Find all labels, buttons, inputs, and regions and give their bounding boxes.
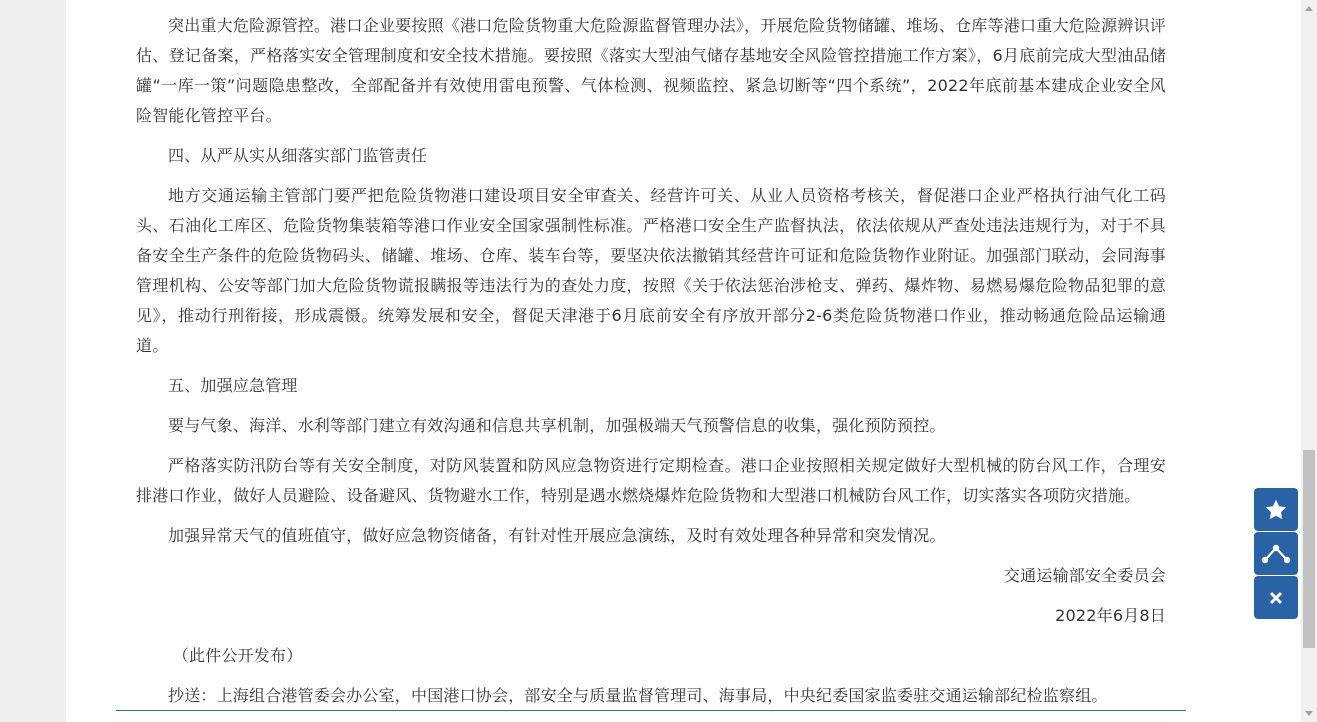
scroll-thumb[interactable]: [1303, 450, 1315, 648]
floating-toolbar: [1254, 488, 1299, 620]
share-icon: [1261, 542, 1291, 566]
section-heading-supervision: 四、从严从实从细落实部门监管责任: [168, 146, 428, 165]
close-icon: [1268, 590, 1284, 606]
scroll-down-arrow-icon[interactable]: [1305, 711, 1313, 716]
paragraph-weather-warning: 要与气象、海洋、水利等部门建立有效沟通和信息共享机制，加强极端天气预警信息的收集，强化预防预控。: [168, 416, 946, 435]
scroll-up-arrow-icon[interactable]: [1305, 6, 1313, 11]
article-body: [136, 11, 1166, 721]
vertical-scrollbar[interactable]: [1301, 0, 1317, 722]
paragraph-typhoon-prevention: 严格落实防汛防台等有关安全制度，对防风装置和防风应急物资进行定期检查。港口企业按照相关规定做好大型机械的防台风工作，合理安排港口作业，做好人员避险、设备避风、货物避水工作，特别是遇水燃烧爆炸危险货物和大型港口机械防台风工作，切实落实各项防灾措施。: [136, 456, 1166, 505]
section-heading-emergency: 五、加强应急管理: [168, 376, 298, 395]
issuer-signature: 交通运输部安全委员会: [1003, 566, 1166, 585]
issue-date: 2022年6月8日: [1055, 606, 1166, 625]
favorite-button[interactable]: [1254, 488, 1298, 531]
star-icon: [1264, 498, 1288, 522]
close-button[interactable]: [1254, 576, 1298, 619]
page-container: [66, 0, 1301, 722]
paragraph-duty-watch: 加强异常天气的值班值守，做好应急物资储备，有针对性开展应急演练，及时有效处理各种异常和突发情况。: [168, 526, 946, 545]
footer-divider: [116, 710, 1186, 711]
cc-list: 抄送：上海组合港管委会办公室，中国港口协会，部安全与质量监督管理司、海事局，中央纪委国家监委驻交通运输部纪检监察组。: [168, 686, 1108, 705]
paragraph-hazard-control: 突出重大危险源管控。港口企业要按照《港口危险货物重大危险源监督管理办法》，开展危险货物储罐、堆场、仓库等港口重大危险源辨识评估、登记备案，严格落实安全管理制度和安全技术措施。要按照《落实大型油气储存基地安全风险管控措施工作方案》，6月底前完成大型油品储罐“一库一策”问题隐患整改，全部配备并有效使用雷电预警、气体检测、视频监控、紧急切断等“四个系统”，2022年底前基本建成企业安全风险智能化管控平台。: [136, 16, 1166, 125]
share-button[interactable]: [1254, 532, 1298, 575]
paragraph-supervision: 地方交通运输主管部门要严把危险货物港口建设项目安全审查关、经营许可关、从业人员资格考核关，督促港口企业严格执行油气化工码头、石油化工库区、危险货物集装箱等港口作业安全国家强制性标准。严格港口安全生产监督执法，依法依规从严查处违法违规行为，对于不具备安全生产条件的危险货物码头、储罐、堆场、仓库、装车台等，要坚决依法撤销其经营许可证和危险货物作业附证。加强部门联动，会同海事管理机构、公安等部门加大危险货物谎报瞒报等违法行为的查处力度，按照《关于依法惩治涉枪支、弹药、爆炸物、易燃易爆危险物品犯罪的意见》，推动行刑衔接，形成震慑。统筹发展和安全，督促天津港于6月底前安全有序放开部分2-6类危险货物港口作业，推动畅通危险品运输通道。: [136, 186, 1166, 355]
public-release-note: （此件公开发布）: [172, 646, 303, 665]
